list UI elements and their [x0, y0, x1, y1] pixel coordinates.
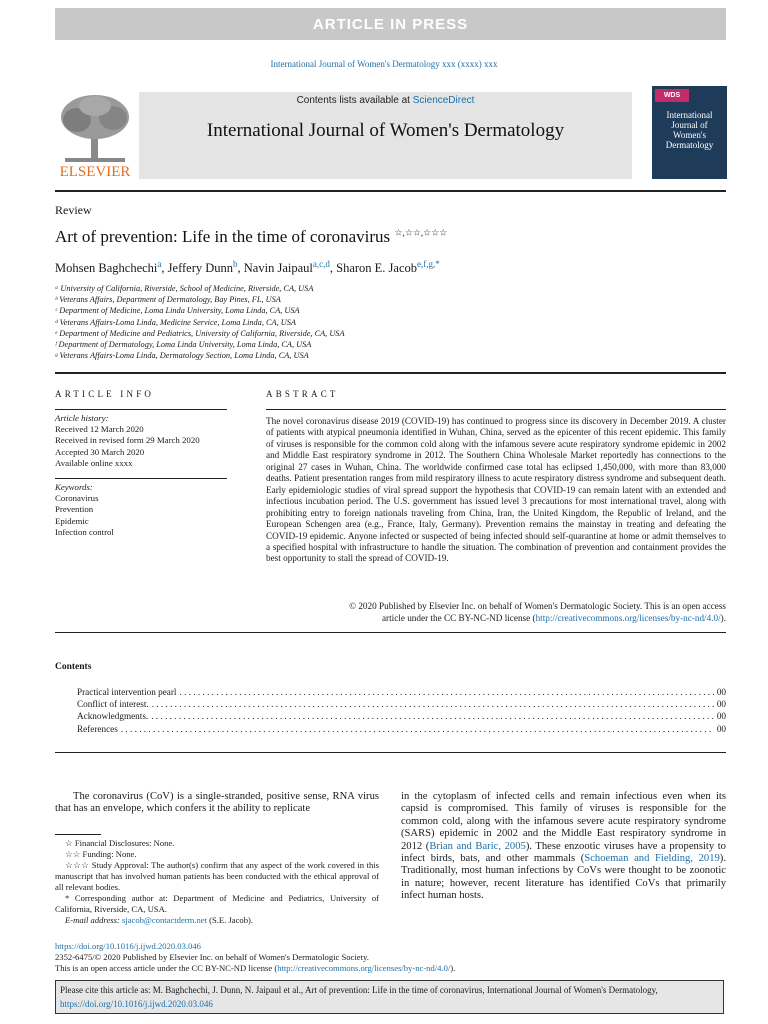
- email-link[interactable]: sjacob@contactderm.net: [121, 915, 207, 925]
- body-text: in the cytoplasm of infected cells and remain infectious even when its capsid is compromised. This family of viruses is responsible for the common cold, along with the infamous severe acute respiratory syndrome (SARS) epidemic in 2002 and the Middle East respiratory syndrome in 2012 (: [401, 791, 726, 852]
- license-line: [266, 612, 726, 624]
- toc-item[interactable]: [77, 711, 726, 721]
- footnote: * Corresponding author at: Department of Medicine and Pediatrics, University of California, Riverside, CA, USA.: [55, 893, 379, 914]
- keyword: Infection control: [55, 526, 114, 537]
- article-history: [55, 413, 200, 469]
- toc-label: Conflict of interest.: [77, 699, 149, 709]
- body-text: ). Traditionally, most human infections by CoVs were thought to be zoonotic in nature; however, recent literature has identified CoVs that primarily infect human hosts.: [401, 853, 726, 902]
- footnote: ☆☆☆ Study Approval: The author(s) confirm that any aspect of the work covered in this manuscript that has involved human patients has been conducted with the ethical approval of all relevant bodies.: [55, 860, 379, 892]
- license-suffix: ).: [720, 613, 726, 623]
- reference-link[interactable]: Brian and Baric, 2005: [429, 840, 526, 852]
- header-rule: [55, 190, 726, 192]
- footnotes: [55, 838, 379, 926]
- journal-title: International Journal of Women's Dermatology: [206, 120, 565, 141]
- abstract-rule: [266, 409, 726, 410]
- author-affil-sup[interactable]: a: [157, 259, 162, 269]
- title-text: Art of prevention: Life in the time of coronavirus: [55, 227, 391, 246]
- journal-header: [139, 92, 632, 179]
- cover-line: Dermatology: [665, 140, 714, 150]
- footnote-rule: [55, 834, 101, 835]
- footnote: ☆ Financial Disclosures: None.: [65, 838, 175, 848]
- toc-label: References: [77, 724, 118, 734]
- contents-bottom-rule: [55, 752, 726, 753]
- toc-leader: [152, 699, 714, 709]
- article-info-heading: ARTICLE INFO: [55, 389, 155, 399]
- history-label: Article history:: [55, 413, 109, 423]
- toc-page: 00: [716, 724, 726, 734]
- toc-label: Acknowledgments.: [77, 711, 149, 721]
- abstract-bottom-rule: [55, 632, 726, 633]
- doi-link[interactable]: https://doi.org/10.1016/j.ijwd.2020.03.046: [55, 941, 201, 951]
- oa-prefix: This is an open access article under the CC BY-NC-ND license (: [55, 963, 278, 973]
- history-item: Received 12 March 2020: [55, 424, 144, 435]
- author-affil-sup[interactable]: b: [233, 259, 238, 269]
- cover-title: [654, 110, 725, 150]
- keywords-label: Keywords:: [55, 482, 93, 492]
- copyright-line: © 2020 Published by Elsevier Inc. on behalf of Women's Dermatologic Society. This is an open access: [349, 601, 726, 611]
- author-sep: ,: [161, 261, 168, 276]
- oa-line: [55, 963, 455, 974]
- author-name: Mohsen Baghchechi: [55, 261, 158, 276]
- author-name: Sharon E. Jacob: [336, 261, 418, 276]
- body-left-paragraph: The coronavirus (CoV) is a single-stranded, positive sense, RNA virus that has an envelope, which confers it the ability to replicate: [55, 791, 379, 815]
- footnote: ☆☆ Funding: None.: [65, 849, 137, 859]
- keyword: Epidemic: [55, 515, 89, 526]
- affiliation: ᵉ Department of Medicine and Pediatrics, University of California, Riverside, CA, USA: [55, 328, 345, 338]
- author-affil-sup[interactable]: a,c,d: [312, 259, 330, 269]
- article-meta: [55, 941, 455, 974]
- abstract-heading: ABSTRACT: [266, 389, 339, 399]
- citation-text: Please cite this article as: M. Baghchechi, J. Dunn, N. Jaipaul et al., Art of prevention: Life in the time of coronavirus, International Journal of Women's Dermatology,: [60, 985, 658, 995]
- toc-item[interactable]: [77, 699, 726, 709]
- body-text: ). These enzootic viruses have a propensity to infect birds, bats, and other mammals (: [401, 840, 726, 865]
- affiliation: ᶠ Department of Dermatology, Loma Linda University, Loma Linda, CA, USA: [55, 340, 312, 350]
- citation-box: [55, 980, 724, 1014]
- contents-available: [139, 95, 632, 106]
- oa-suffix: ).: [450, 963, 456, 973]
- author-sep: ,: [237, 261, 244, 276]
- keyword: Prevention: [55, 504, 94, 515]
- contents-heading: Contents: [55, 662, 92, 672]
- keywords: [55, 482, 114, 538]
- affiliation: ᵈ Veterans Affairs-Loma Linda, Medicine Service, Loma Linda, CA, USA: [55, 317, 296, 327]
- oa-license-link[interactable]: http://creativecommons.org/licenses/by-nc-nd/4.0/: [277, 963, 451, 973]
- affiliation: ᶜ Department of Medicine, Loma Linda University, Loma Linda, CA, USA: [55, 306, 300, 316]
- cover-line: Journal of: [671, 120, 708, 130]
- journal-cover: [652, 86, 727, 179]
- license-prefix: article under the CC BY-NC-ND license (: [381, 613, 536, 623]
- issn-line: 2352-6475/© 2020 Published by Elsevier Inc. on behalf of Women's Dermatologic Society.: [55, 952, 369, 962]
- toc-page: 00: [716, 699, 726, 709]
- journal-reference-link[interactable]: International Journal of Women's Dermatology xxx (xxxx) xxx: [270, 59, 498, 69]
- author-name: Navin Jaipaul: [243, 261, 313, 276]
- toc-leader: [180, 687, 714, 697]
- article-type: Review: [55, 203, 92, 217]
- affiliation: ᵇ Veterans Affairs, Department of Dermatology, Bay Pines, FL, USA: [55, 295, 281, 305]
- sciencedirect-link[interactable]: ScienceDirect: [412, 95, 475, 106]
- toc-item[interactable]: [77, 724, 726, 734]
- affiliations: [55, 283, 345, 361]
- info-rule: [55, 409, 227, 410]
- toc-leader: [121, 724, 714, 734]
- publisher-name: ELSEVIER: [59, 164, 131, 180]
- elsevier-logo: [55, 92, 135, 180]
- license-link[interactable]: http://creativecommons.org/licenses/by-nc-nd/4.0/: [535, 613, 721, 623]
- article-in-press-banner: ARTICLE IN PRESS: [55, 8, 726, 40]
- toc-leader: [151, 711, 714, 721]
- contents-prefix: Contents lists available at: [296, 95, 413, 106]
- cover-line: Women's: [673, 130, 706, 140]
- author-sep: ,: [329, 261, 337, 276]
- toc-label: Practical intervention pearl: [77, 687, 177, 697]
- reference-link[interactable]: Schoeman and Fielding, 2019: [584, 853, 720, 865]
- author-list: [55, 259, 440, 276]
- citation-doi-link[interactable]: https://doi.org/10.1016/j.ijwd.2020.03.046: [60, 999, 213, 1009]
- affiliation: ᵍ Veterans Affairs-Loma Linda, Dermatology Section, Loma Linda, CA, USA: [55, 351, 309, 361]
- toc-page: 00: [716, 687, 726, 697]
- wds-badge: WDS: [655, 89, 689, 102]
- toc-page: 00: [716, 711, 726, 721]
- article-title: [55, 227, 447, 247]
- history-item: Available online xxxx: [55, 457, 133, 468]
- abstract-text: The novel coronavirus disease 2019 (COVID-19) has continued to progress since its discovery in December 2019. A cluster of patients with atypical pneumonia identified in Wuhan, China, served as the epicenter of this recent epidemic. This family of viruses is responsible for the common cold along with the infamous severe acute respiratory syndrome epidemic in 2002 and Middle East respiratory syndrome in 2012. The Southern China Wholesale Market reportedly has connections to the original 27 cases in Wuhan, China. The worldwide confirmed case total has eclipsed 1,450,000, with more than 83,000 deaths. Patient presentation ranges from mild respiratory illness to acute respiratory distress syndrome and subsequent death. Early epidemiologic studies of viral spread support the hypothesis that COVID-19 can remain latent with an extended and infectious incubation period. The U.S. government has issued level 3 precautions for most international travel, along with prohibiting entry to foreign nationals traveling from China, Iran, the United Kingdom, the Republic of Ireland, and the European Schengen area (e.g., France, Italy, Germany). Prevention remains the mainstay in treating and defeating the COVID-19 epidemic. Anyone infected or suspected of being infected should self-quarantine at home or admit themselves to a specified hospital with infrastructure to handle the situation. The combination of prevention and containment provides the best opportunity to stall the spread of COVID-19.: [266, 416, 726, 564]
- keywords-rule: [55, 478, 227, 479]
- keyword: Coronavirus: [55, 493, 99, 504]
- title-footnote-marks[interactable]: ☆,☆☆,☆☆☆: [394, 227, 448, 238]
- abstract-copyright: [266, 600, 726, 624]
- email-label: E-mail address:: [65, 915, 122, 925]
- body-right-paragraph: [401, 791, 726, 903]
- author-name: Jeffery Dunn: [167, 261, 234, 276]
- footnote-email: [55, 915, 379, 926]
- author-affil-sup[interactable]: e,f,g,*: [417, 259, 440, 269]
- email-suffix: (S.E. Jacob).: [206, 915, 254, 925]
- affiliation: ᵃ University of California, Riverside, School of Medicine, Riverside, CA, USA: [55, 284, 314, 293]
- cover-line: International: [666, 110, 713, 120]
- toc-item[interactable]: [77, 687, 726, 697]
- history-item: Received in revised form 29 March 2020: [55, 435, 200, 446]
- history-item: Accepted 30 March 2020: [55, 446, 145, 457]
- info-top-rule: [55, 372, 726, 374]
